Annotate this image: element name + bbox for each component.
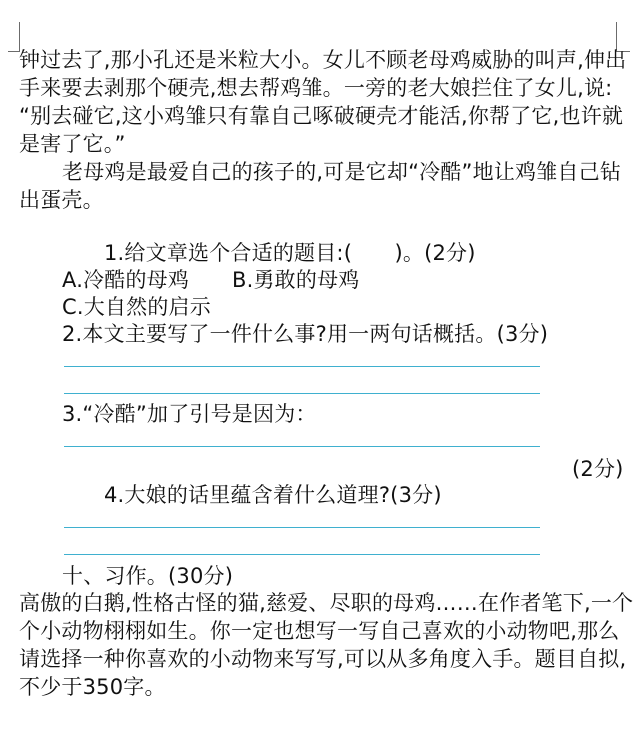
composition-heading: 十、习作。(30分) (62, 564, 234, 588)
passage-line: “别去碰它,这小鸡雏只有靠自己啄破硬壳才能活,你帮了它,也许就 (19, 104, 624, 128)
composition-line: 不少于350字。 (19, 675, 166, 699)
question-1-option-c: C.大自然的启示 (62, 295, 211, 319)
question-4: 4.大娘的话里蕴含着什么道理?(3分) (104, 483, 442, 507)
composition-line: 个小动物栩栩如生。你一定也想写一写自己喜欢的小动物吧,那么 (19, 619, 620, 643)
passage-line: 手来要去剥那个硬壳,想去帮鸡雏。一旁的老大娘拦住了女儿,说: (19, 76, 613, 100)
question-1: 1.给文章选个合适的题目:( )。(2分) (104, 241, 476, 265)
answer-line[interactable] (64, 393, 540, 394)
question-3: 3.“冷酷”加了引号是因为： (62, 402, 317, 426)
composition-line: 请选择一种你喜欢的小动物来写写,可以从多角度入手。题目自拟, (19, 647, 627, 671)
answer-line[interactable] (64, 446, 540, 447)
passage-line: 老母鸡是最爱自己的孩子的,可是它却“冷酷”地让鸡雏自己钻 (62, 160, 622, 184)
composition-line: 高傲的白鹅,性格古怪的猫,慈爱、尽职的母鸡……在作者笔下,一个 (19, 591, 634, 615)
question-1-option-a: A.冷酷的母鸡 (62, 268, 190, 292)
question-3-score: (2分) (572, 457, 624, 481)
answer-line[interactable] (64, 527, 540, 528)
question-2: 2.本文主要写了一件什么事?用一两句话概括。(3分) (62, 322, 549, 346)
answer-line[interactable] (64, 366, 540, 367)
passage-line: 是害了它。” (19, 132, 126, 156)
passage-line: 出蛋壳。 (19, 188, 104, 212)
question-1-option-b: B.勇敢的母鸡 (232, 268, 360, 292)
answer-line[interactable] (64, 554, 540, 555)
passage-line: 钟过去了,那小孔还是米粒大小。女儿不顾老母鸡威胁的叫声,伸出 (19, 48, 627, 72)
